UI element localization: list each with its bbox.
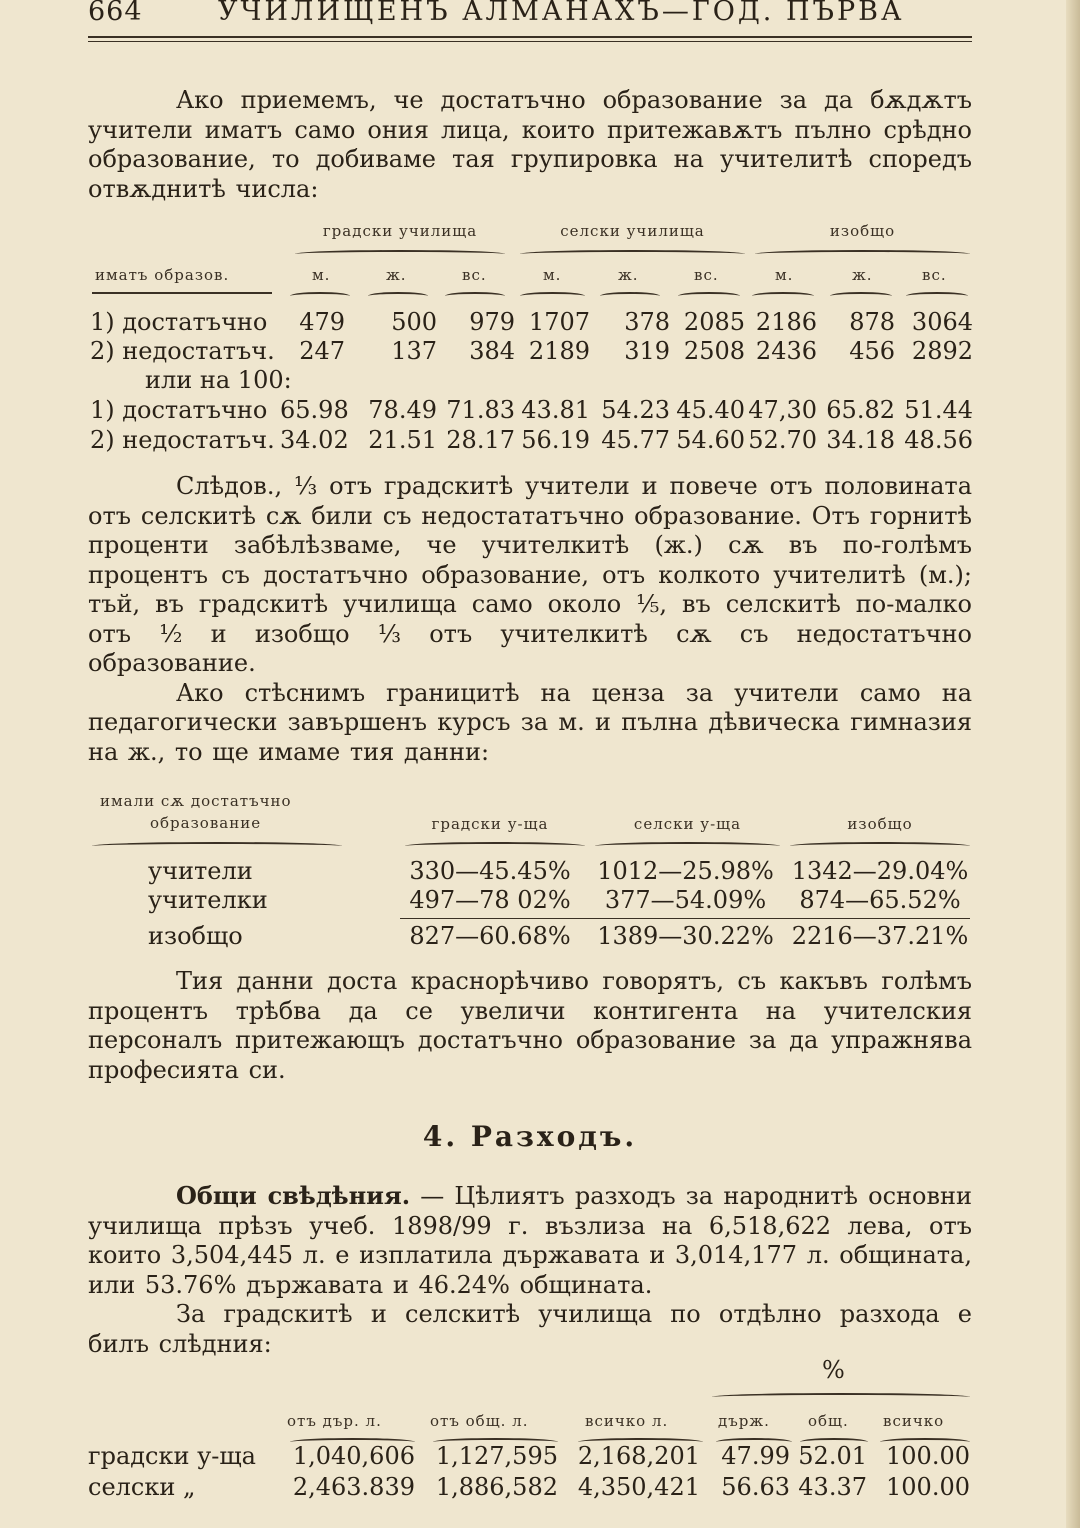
paragraph-1-text: Ако приемемъ, че достатъчно образование за да бѫдѫтъ учители иматъ само ония лица, които притежавѫтъ пълно срѣдно образование, то добиваме тая групировка на учителитѣ споредъ отвѫднитѣ числа: [88,86,972,203]
col-header: всичко л. [585,1412,669,1430]
cell: 54.60 [676,426,745,454]
col-brace [906,292,968,300]
paragraph-5-lead: Общи свѣдѣния. [176,1181,411,1210]
col-header: изобщо [847,815,913,833]
cell: 2085 [683,308,745,336]
row-label: учители [148,857,253,885]
paragraph-4 [88,967,972,1085]
cell: 45.40 [676,396,745,424]
cell: 878 [849,308,895,336]
header-rule [88,36,972,38]
cell: 65.98 [280,396,349,424]
cell: 54.23 [601,396,670,424]
cell: 1342—29.04% [791,857,969,885]
cell: 2892 [911,337,973,365]
cell: 1389—30.22% [597,922,774,950]
header-rule-thin [88,41,972,42]
paragraph-4-text: Тия данни доста краснорѣчиво говорятъ, съ какъвъ голѣмъ процентъ трѣбва да се увеличи контигента на учителския персоналъ притежающъ достатъчно образование за да упражнява професията си. [88,967,972,1084]
cell: 500 [391,308,437,336]
paragraph-6-text: За градскитѣ и селскитѣ училища по отдѣлно разхода е билъ слѣдния: [88,1300,972,1358]
cell: 384 [469,337,515,365]
col-brace [595,842,780,850]
running-title: УЧИЛИЩЕНЪ АЛМАНАХЪ—ГОД. ПЪРВА [218,0,905,27]
cell: 247 [299,337,345,365]
row-label: селски „ [88,1473,196,1501]
cell: 497—78 02% [409,886,571,914]
cell: 21.51 [368,426,437,454]
cell: 52.01 [798,1442,867,1470]
row-header-line2: образование [150,814,262,832]
page-number: 664 [88,0,143,27]
pct-header: % [822,1356,845,1384]
paragraph-5-body: — Цѣлиятъ разходъ за народнитѣ основни училища прѣзъ учеб. 1898/99 г. възлиза на 6,518,622 лева, отъ които 3,504,445 л. е изплатила държавата и 3,014,177 л. общината, или 53.76% държавата и 46.24% общината. [88,1182,972,1299]
col-brace [790,842,970,850]
cell: 377—54.09% [604,886,767,914]
paragraph-3-text: Ако стѣснимъ границитѣ на ценза за учители само на педагогически завършенъ курсъ за м. и пълна дѣвическа гимназия на ж., то ще имаме тия данни: [88,678,972,766]
cell: 1,886,582 [435,1473,558,1501]
row-label: 1) достатъчно [90,308,268,336]
pct-brace [712,1393,970,1401]
paragraph-2 [88,472,972,767]
row-header: иматъ образов. [95,266,230,284]
row-label: 2) недостатъч. [90,337,275,365]
col-brace [600,292,660,300]
col-header: ж. [618,266,639,284]
cell: 827—60.68% [409,922,571,950]
row-label: 2) недостатъч. [90,426,275,454]
cell: 78.49 [368,396,437,424]
col-header: м. [543,266,562,284]
cell: 45.77 [601,426,670,454]
cell: 874—65.52% [799,886,961,914]
cell: 1012—25.98% [597,857,774,885]
cell: 56.19 [521,426,590,454]
cell: 2216—37.21% [791,922,969,950]
group-brace [295,250,505,258]
col-header: държ. [718,1412,770,1430]
sum-rule [400,918,970,919]
cell: 2,168,201 [577,1442,700,1470]
col-brace [405,842,585,850]
col-brace [445,292,505,300]
cell: 43.37 [798,1473,867,1501]
col-brace [830,292,892,300]
col-brace [520,292,585,300]
col-header: м. [775,266,794,284]
col-header: вс. [462,266,487,284]
cell: 43.81 [521,396,590,424]
cell: 137 [391,337,437,365]
cell: 28.17 [446,426,515,454]
cell: 456 [849,337,895,365]
row-label: 1) достатъчно [90,396,268,424]
col-header: отъ дър. л. [287,1412,382,1430]
col-header: вс. [694,266,719,284]
cell: 4,350,421 [577,1473,700,1501]
group-brace [755,250,970,258]
group-brace [520,250,745,258]
cell: 378 [624,308,670,336]
col-header: ж. [852,266,873,284]
cell: 330—45.45% [409,857,571,885]
paragraph-2-text: Слѣдов., ⅓ отъ градскитѣ учители и повече отъ половината отъ селскитѣ сѫ били съ недостататъчно образование. Отъ горнитѣ проценти забѣлѣзваме, че учителкитѣ (ж.) сѫ въ по-голѣмъ процентъ съ достатъчно образование, отъ колкото учителитѣ (м.); тъй, въ градскитѣ училища само около ⅕, въ селскитѣ по-малко отъ ½ и изобщо ⅓ отъ учителкитѣ сѫ съ недостатъчно образование. [88,472,972,677]
group-header-urban: градски училища [322,222,478,240]
paragraph-5 [88,1181,972,1359]
cell: 47,30 [748,396,817,424]
col-header: всичко [883,1412,945,1430]
cell: 51.44 [904,396,973,424]
cell: 979 [469,308,515,336]
cell: 2,463.839 [292,1473,415,1501]
col-brace [678,292,740,300]
row-header-rule [92,292,272,294]
col-header: градски у-ща [431,815,549,833]
cell: 34.18 [826,426,895,454]
cell: 2508 [683,337,745,365]
cell: 65.82 [826,396,895,424]
col-header: м. [312,266,331,284]
row-label: учителки [148,886,268,914]
cell: 2436 [755,337,817,365]
cell: 48.56 [904,426,973,454]
cell: 479 [299,308,345,336]
cell: 71.83 [446,396,515,424]
row-label: градски у-ща [88,1442,256,1470]
cell: 34.02 [280,426,349,454]
paragraph-1 [88,86,972,204]
cell: 52.70 [748,426,817,454]
row-label: изобщо [148,922,243,950]
section-title: 4. Разходъ. [422,1120,638,1153]
cell: 1,127,595 [435,1442,558,1470]
per-100-label: или на 100: [145,366,292,394]
cell: 1707 [528,308,590,336]
cell: 319 [624,337,670,365]
running-header [88,0,972,30]
cell: 100.00 [886,1442,970,1470]
group-header-rural: селски училища [560,222,705,240]
cell: 2186 [755,308,817,336]
col-header: отъ общ. л. [430,1412,529,1430]
col-header: селски у-ща [633,815,742,833]
page-edge [1066,0,1080,1528]
col-brace [290,292,350,300]
col-brace [752,292,814,300]
row-header-brace [92,842,342,850]
cell: 3064 [911,308,973,336]
cell: 56.63 [721,1473,790,1501]
col-header: ж. [386,266,407,284]
cell: 100.00 [886,1473,970,1501]
group-header-total: изобщо [829,222,896,240]
row-header-line1: имали сѫ достатъчно [100,792,292,810]
paragraph-5-text [88,1181,972,1300]
col-header: вс. [922,266,947,284]
col-header: общ. [808,1412,849,1430]
cell: 2189 [528,337,590,365]
col-brace [368,292,428,300]
cell: 1,040,606 [292,1442,415,1470]
cell: 47.99 [721,1442,790,1470]
